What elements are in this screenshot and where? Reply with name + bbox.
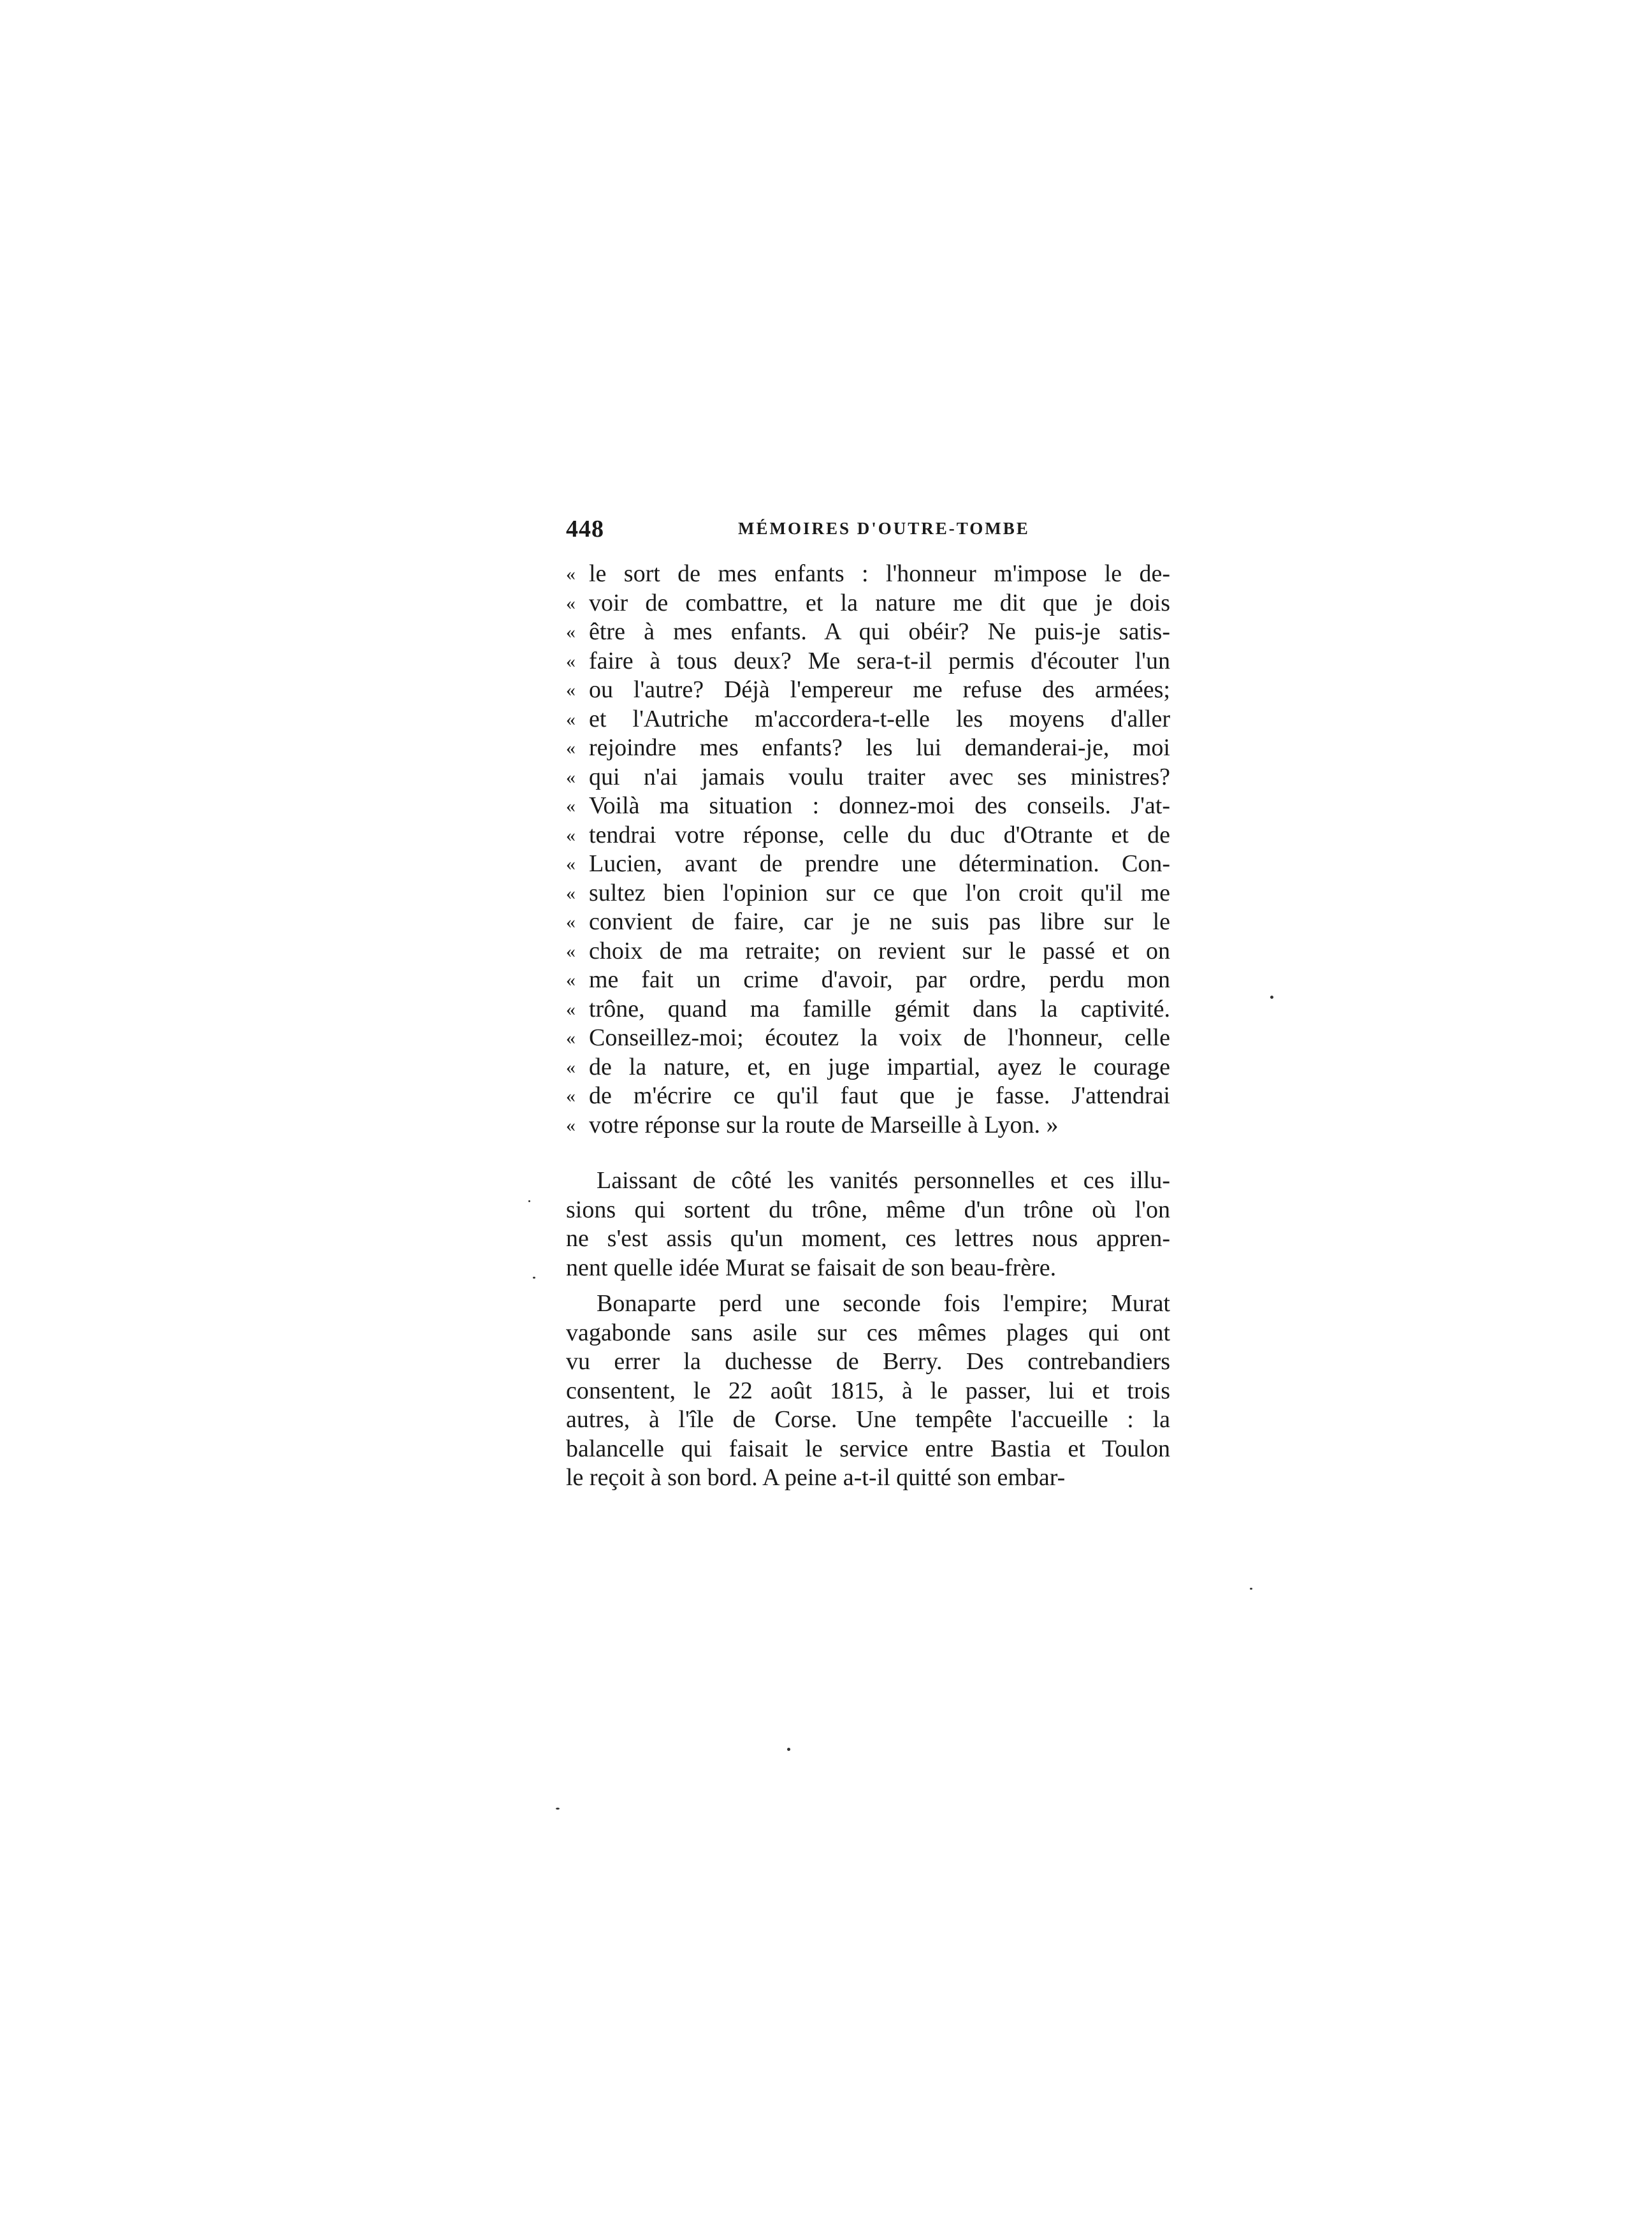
guillemet-mark: « (566, 998, 576, 1020)
quote-line-text: trône, quand ma famille gémit dans la captivité. (589, 995, 1170, 1022)
guillemet-mark: « (566, 650, 576, 672)
paragraph-line: consentent, le 22 août 1815, à le passer, lui et trois (566, 1377, 1170, 1404)
quote-line-text: choix de ma retraite; on revient sur le passé et on (589, 937, 1170, 964)
quote-line-text: Voilà ma situation : donnez-moi des conseils. J'at- (589, 792, 1170, 819)
quote-line (566, 705, 1170, 734)
guillemet-mark: « (566, 1027, 576, 1049)
quote-line-text: me fait un crime d'avoir, par ordre, perdu mon (589, 966, 1170, 993)
guillemet-mark: « (566, 563, 576, 584)
quote-line-text: faire à tous deux? Me sera-t-il permis d'écouter l'un (589, 647, 1170, 674)
quote-line-text: sultez bien l'opinion sur ce que l'on croit qu'il me (589, 879, 1170, 906)
guillemet-mark: « (566, 882, 576, 904)
quote-line (566, 763, 1170, 792)
quote-line-text: voir de combattre, et la nature me dit que je dois (589, 589, 1170, 616)
guillemet-mark: « (566, 621, 576, 642)
paragraph-line: nent quelle idée Murat se faisait de son beau-frère. (566, 1254, 1057, 1281)
guillemet-mark: « (566, 940, 576, 962)
paragraph-line: ne s'est assis qu'un moment, ces lettres nous appren- (566, 1225, 1170, 1252)
guillemet-mark: « (566, 1085, 576, 1107)
quote-line (566, 850, 1170, 879)
guillemet-mark: « (566, 708, 576, 730)
guillemet-mark: « (566, 592, 576, 614)
quote-line (566, 618, 1170, 647)
quote-line (566, 821, 1170, 850)
quote-line-text: le sort de mes enfants : l'honneur m'impose le de- (589, 560, 1170, 587)
quote-line (566, 734, 1170, 763)
quote-line (566, 1111, 1170, 1140)
quote-line-text: de la nature, et, en juge impartial, ayez le courage (589, 1053, 1170, 1080)
paragraph-line: Bonaparte perd une seconde fois l'empire; Murat (597, 1290, 1170, 1317)
guillemet-mark: « (566, 1056, 576, 1078)
quote-line-text: de m'écrire ce qu'il faut que je fasse. J'attendrai (589, 1082, 1170, 1109)
paragraph-line: autres, à l'île de Corse. Une tempête l'accueille : la (566, 1406, 1170, 1433)
paragraph-line: vu errer la duchesse de Berry. Des contrebandiers (566, 1348, 1170, 1375)
paragraph-line: le reçoit à son bord. A peine a-t-il quitté son embar- (566, 1464, 1066, 1491)
quote-line (566, 966, 1170, 995)
quote-line-text: Conseillez-moi; écoutez la voix de l'honneur, celle (589, 1024, 1170, 1051)
guillemet-mark: « (566, 1114, 576, 1136)
scan-speck (1270, 996, 1273, 999)
quote-line-text: Lucien, avant de prendre une détermination. Con- (589, 850, 1170, 877)
guillemet-mark: « (566, 737, 576, 759)
paragraph-line: vagabonde sans asile sur ces mêmes plages qui ont (566, 1319, 1170, 1346)
quote-line (566, 908, 1170, 937)
guillemet-mark: « (566, 766, 576, 788)
quote-line (566, 1082, 1170, 1111)
guillemet-mark: « (566, 853, 576, 875)
scan-speck (533, 1277, 535, 1279)
quote-line (566, 560, 1170, 589)
quote-line (566, 937, 1170, 966)
paragraph-1 (566, 1166, 1170, 1282)
scan-speck (787, 1748, 790, 1751)
paragraph-2 (566, 1289, 1170, 1493)
quote-line-text: votre réponse sur la route de Marseille à Lyon. » (589, 1111, 1059, 1138)
quote-line (566, 995, 1170, 1024)
quote-line-text: ou l'autre? Déjà l'empereur me refuse des armées; (589, 676, 1170, 703)
quote-line (566, 676, 1170, 705)
guillemet-mark: « (566, 911, 576, 933)
page-number: 448 (566, 516, 604, 542)
quote-line-text: qui n'ai jamais voulu traiter avec ses ministres? (589, 763, 1170, 790)
running-title: MÉMOIRES D'OUTRE-TOMBE (738, 519, 1030, 538)
quote-line (566, 1053, 1170, 1082)
paragraph-line: Laissant de côté les vanités personnelles et ces illu- (597, 1167, 1170, 1194)
guillemet-mark: « (566, 679, 576, 701)
quote-line-text: tendrai votre réponse, celle du duc d'Otrante et de (589, 821, 1170, 848)
quote-line-text: rejoindre mes enfants? les lui demanderai-je, moi (589, 734, 1170, 761)
quote-line (566, 647, 1170, 676)
scan-speck (1250, 1588, 1252, 1590)
guillemet-mark: « (566, 795, 576, 817)
paragraph-line: sions qui sortent du trône, même d'un trône où l'on (566, 1196, 1170, 1223)
quote-line-text: et l'Autriche m'accordera-t-elle les moyens d'aller (589, 705, 1170, 732)
guillemet-mark: « (566, 969, 576, 991)
quote-line (566, 792, 1170, 821)
scan-speck (528, 1200, 530, 1202)
quote-line (566, 589, 1170, 618)
quoted-letter (566, 560, 1170, 1140)
quote-line (566, 1024, 1170, 1053)
quote-line-text: être à mes enfants. A qui obéir? Ne puis-je satis- (589, 618, 1170, 645)
guillemet-mark: « (566, 824, 576, 846)
page-header (566, 515, 1170, 547)
quote-line-text: convient de faire, car je ne suis pas libre sur le (589, 908, 1170, 935)
quote-line (566, 879, 1170, 908)
scan-speck (556, 1808, 560, 1810)
paragraph-line: balancelle qui faisait le service entre Bastia et Toulon (566, 1435, 1170, 1462)
